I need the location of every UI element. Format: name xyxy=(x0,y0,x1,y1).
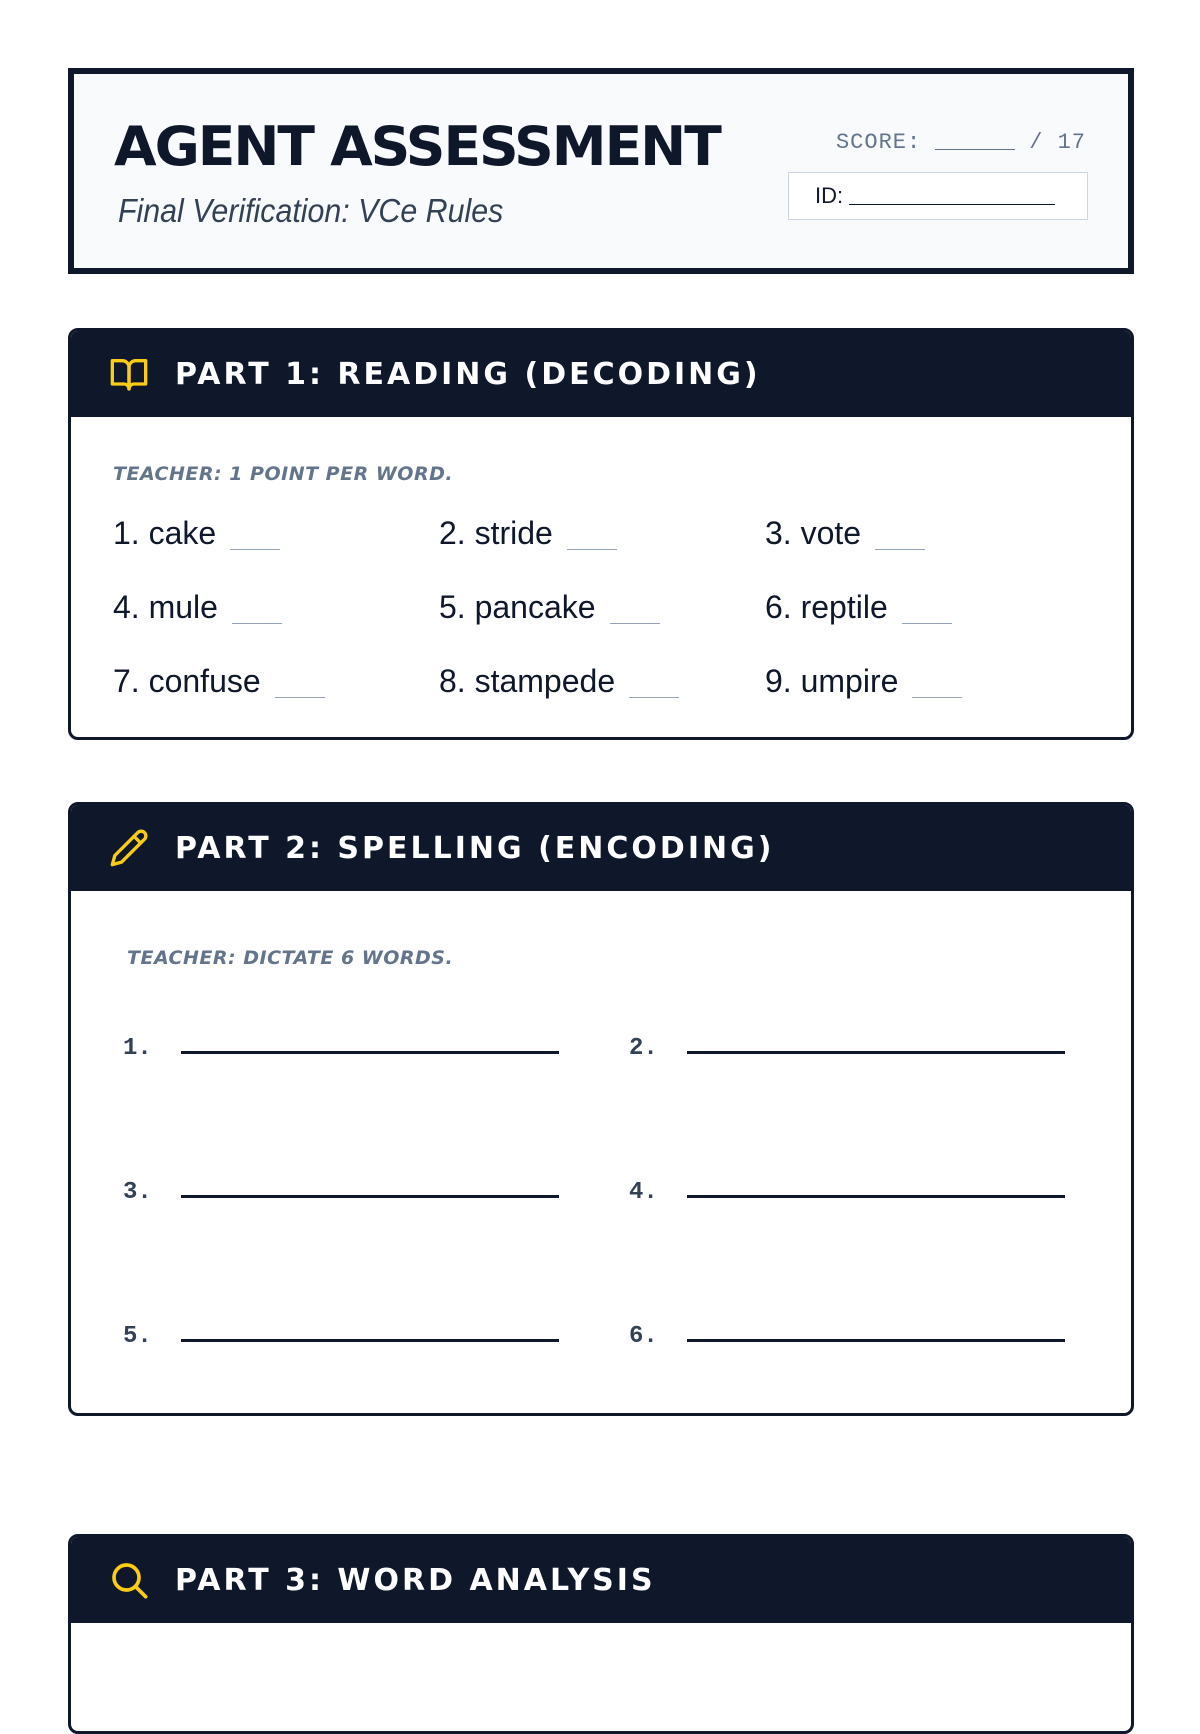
spelling-row xyxy=(629,1179,1065,1206)
score-blank[interactable] xyxy=(232,623,282,624)
reading-word: 4. mule xyxy=(113,587,439,627)
part2-spelling-section xyxy=(68,802,1134,1416)
spelling-row xyxy=(123,1035,559,1062)
score-blank[interactable] xyxy=(902,623,952,624)
search-icon xyxy=(109,1560,149,1600)
assessment-page xyxy=(68,68,1134,1598)
reading-word: 9. umpire xyxy=(765,661,1091,701)
spelling-answer-line[interactable] xyxy=(181,1195,559,1198)
pencil-icon xyxy=(109,828,149,868)
part2-header xyxy=(71,805,1131,891)
reading-word: 3. vote xyxy=(765,513,1091,553)
page-title: AGENT ASSESSMENT xyxy=(114,115,720,178)
score-total: / 17 xyxy=(1029,130,1086,155)
score-blank[interactable] xyxy=(567,549,617,550)
part1-reading-section xyxy=(68,328,1134,740)
reading-word: 6. reptile xyxy=(765,587,1091,627)
spelling-row xyxy=(123,1179,559,1206)
spelling-number: 1. xyxy=(123,1035,152,1062)
reading-word: 1. cake xyxy=(113,513,439,553)
part1-header xyxy=(71,331,1131,417)
spelling-answer-line[interactable] xyxy=(181,1051,559,1054)
part3-analysis-section xyxy=(68,1534,1134,1734)
spelling-number: 4. xyxy=(629,1179,658,1206)
score-field xyxy=(836,130,1086,155)
spelling-answer-line[interactable] xyxy=(181,1339,559,1342)
reading-word-grid xyxy=(113,513,1091,701)
score-blank[interactable] xyxy=(610,623,660,624)
part1-teacher-note: TEACHER: 1 POINT PER WORD. xyxy=(113,463,454,485)
reading-word: 5. pancake xyxy=(439,587,765,627)
part3-header xyxy=(71,1537,1131,1623)
spelling-answer-line[interactable] xyxy=(687,1195,1065,1198)
reading-word: 2. stride xyxy=(439,513,765,553)
page-subtitle: Final Verification: VCe Rules xyxy=(118,192,504,229)
part1-title: PART 1: READING (DECODING) xyxy=(175,356,761,392)
spelling-answer-line[interactable] xyxy=(687,1339,1065,1342)
book-open-icon xyxy=(109,354,149,394)
score-blank[interactable] xyxy=(629,697,679,698)
spelling-number: 5. xyxy=(123,1323,152,1350)
part3-title: PART 3: WORD ANALYSIS xyxy=(175,1562,656,1598)
score-blank[interactable] xyxy=(875,549,925,550)
part2-title: PART 2: SPELLING (ENCODING) xyxy=(175,830,775,866)
id-field[interactable] xyxy=(788,172,1088,220)
spelling-row xyxy=(629,1035,1065,1062)
assessment-header xyxy=(68,68,1134,274)
id-blank[interactable] xyxy=(849,204,1055,205)
reading-word: 7. confuse xyxy=(113,661,439,701)
score-blank[interactable] xyxy=(275,697,325,698)
score-blank[interactable] xyxy=(912,697,962,698)
spelling-row xyxy=(123,1323,559,1350)
reading-word: 8. stampede xyxy=(439,661,765,701)
spelling-number: 2. xyxy=(629,1035,658,1062)
spelling-answer-line[interactable] xyxy=(687,1051,1065,1054)
spelling-number: 3. xyxy=(123,1179,152,1206)
id-label: ID: xyxy=(815,183,844,208)
spelling-row xyxy=(629,1323,1065,1350)
score-label: SCORE: xyxy=(835,130,922,155)
spelling-number: 6. xyxy=(629,1323,658,1350)
score-blank[interactable] xyxy=(230,549,280,550)
part2-teacher-note: TEACHER: DICTATE 6 WORDS. xyxy=(127,947,454,969)
score-blank[interactable] xyxy=(935,149,1015,150)
